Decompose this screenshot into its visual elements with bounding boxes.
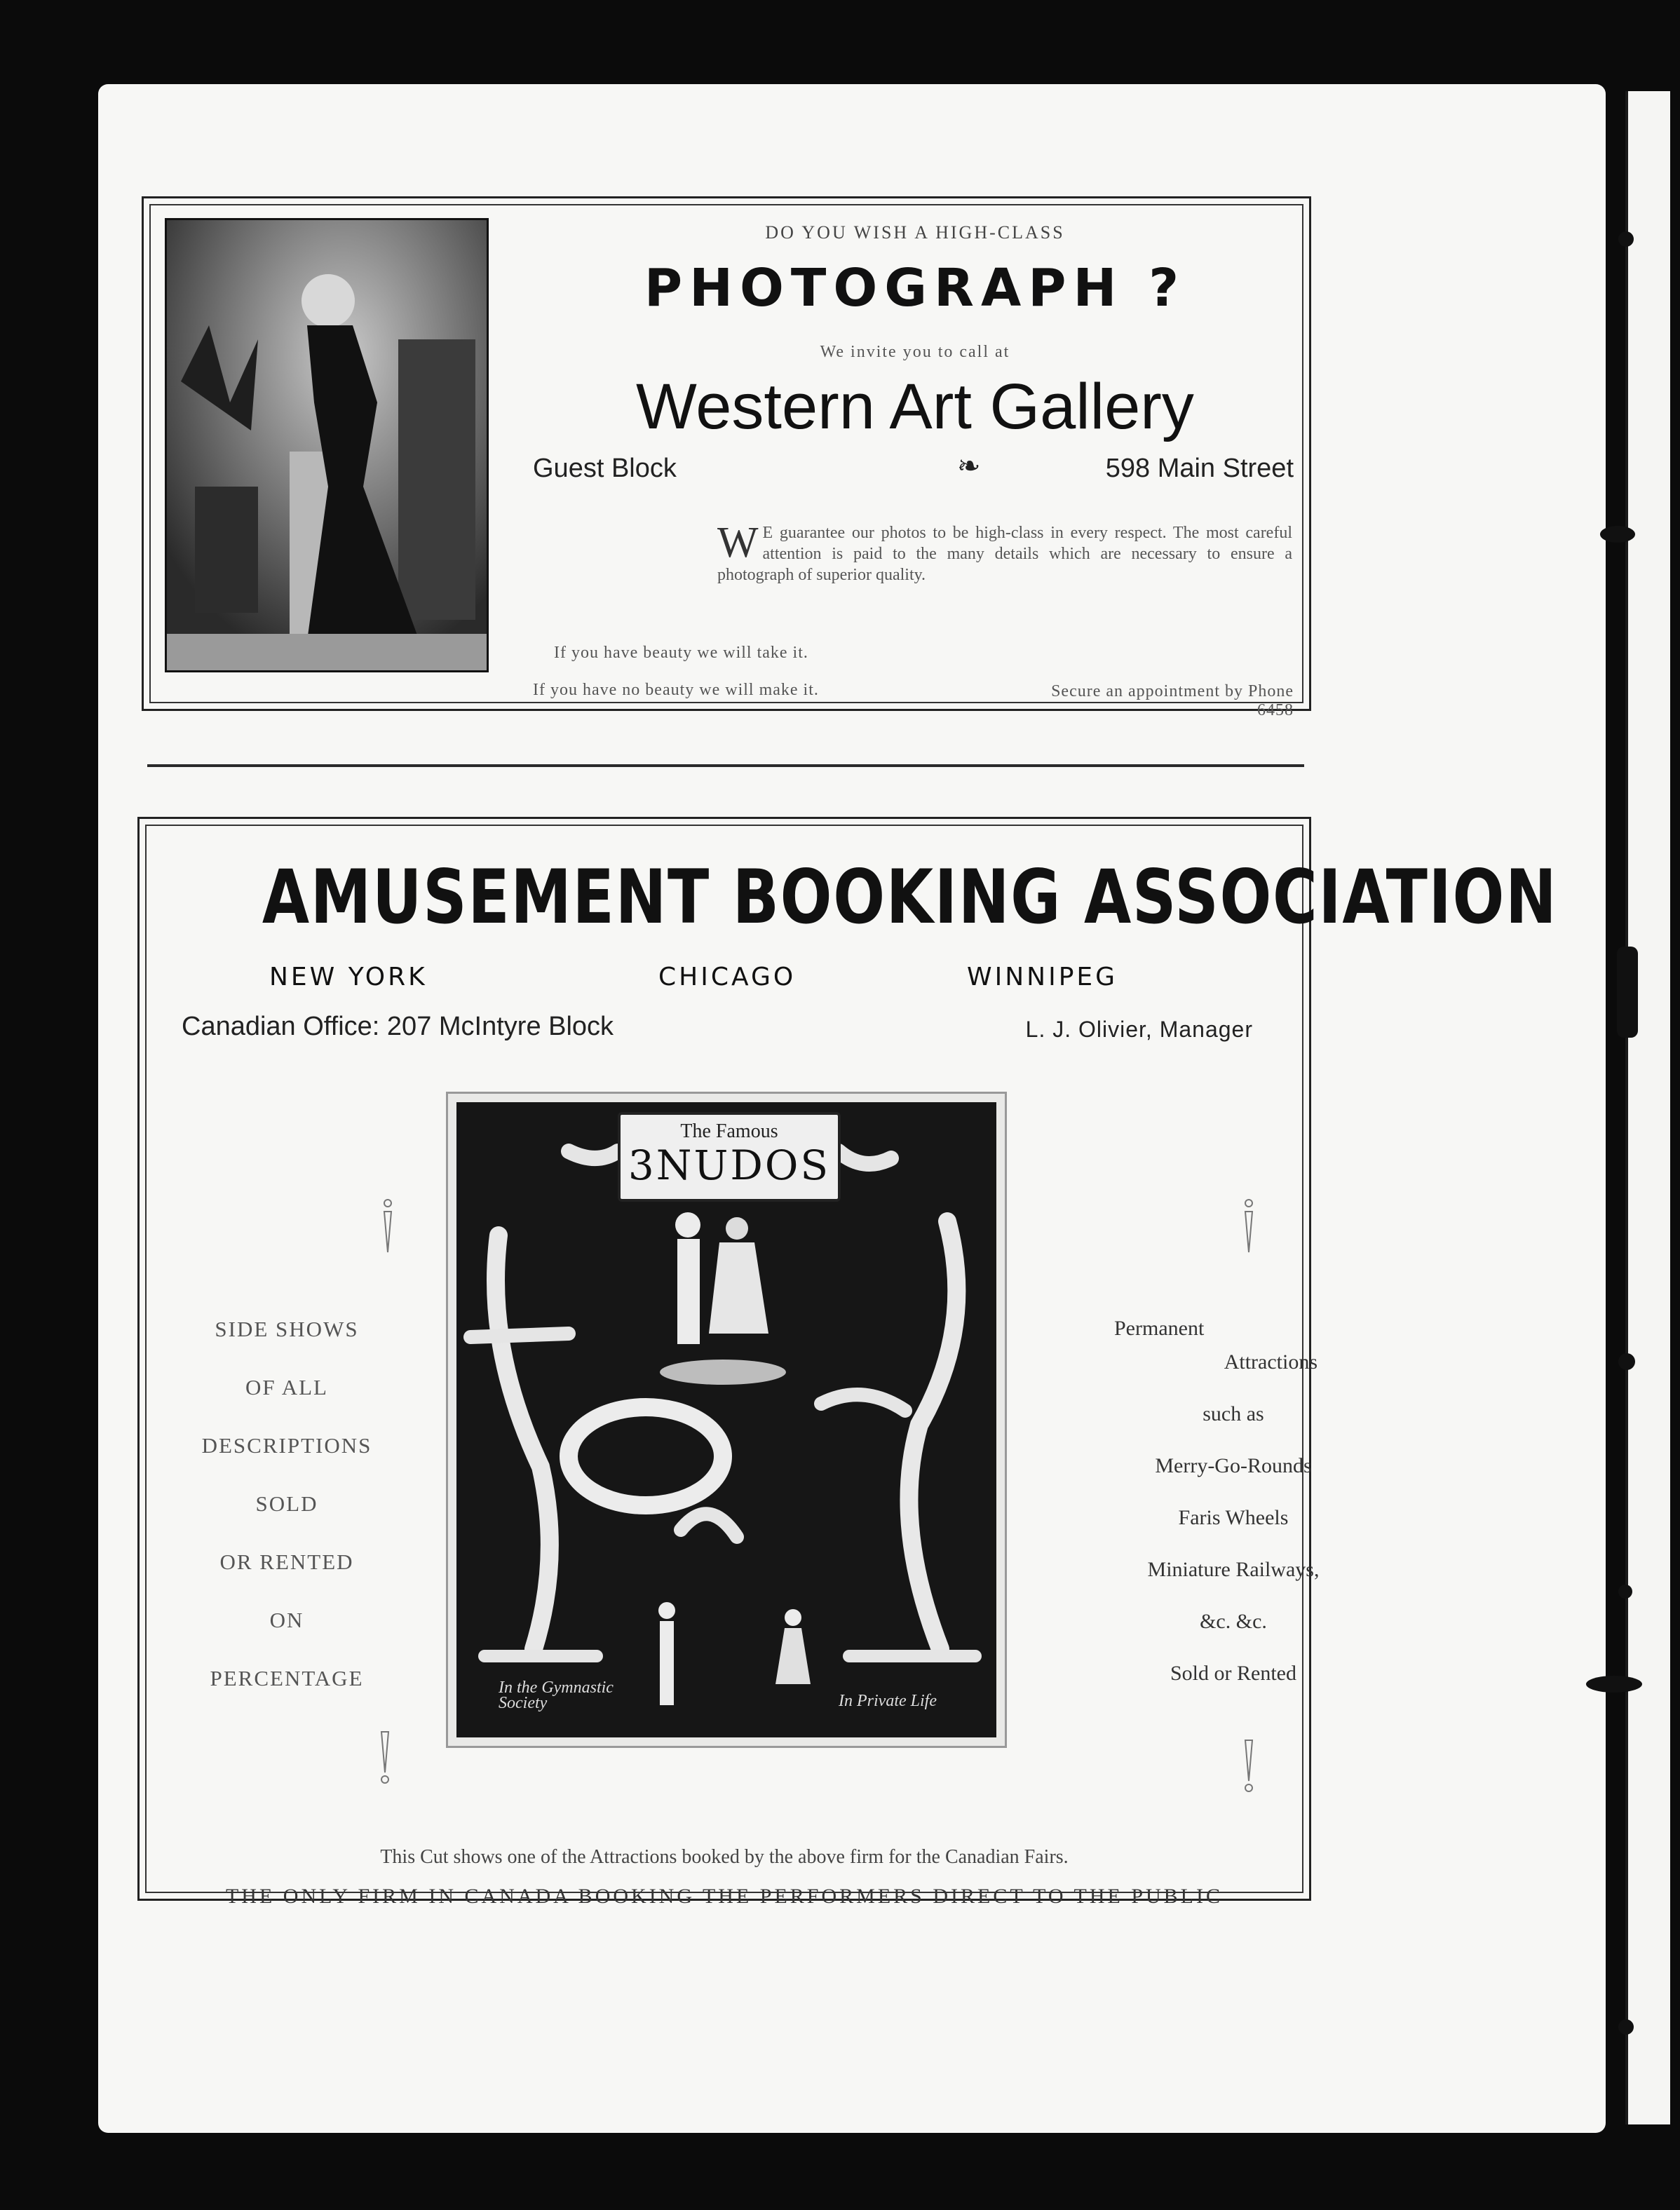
binding-mark (1617, 947, 1638, 1038)
left-list-item: ON (269, 1608, 304, 1632)
left-list-item: PERCENTAGE (210, 1666, 364, 1690)
binding-mark (1600, 526, 1635, 543)
right-list-item: &c. &c. (1200, 1610, 1267, 1633)
canadian-office: Canadian Office: 207 McIntyre Block (182, 1012, 614, 1041)
beauty-line-2: If you have no beauty we will make it. (533, 681, 819, 699)
banner-main-text: 3NUDOS (628, 1141, 831, 1189)
invite-line: We invite you to call at (820, 343, 1010, 361)
city-new-york: NEW YORK (269, 963, 428, 991)
facing-page-edge (1625, 91, 1670, 2124)
city-winnipeg: WINNIPEG (967, 963, 1118, 991)
appointment-line: Secure an appointment by Phone 6458 (1051, 682, 1294, 719)
right-attraction-list (1114, 1317, 1346, 1714)
headline: PHOTOGRAPH ? (644, 258, 1186, 318)
section-divider (147, 764, 1304, 767)
vase-ornament-icon (380, 1730, 390, 1787)
left-list-item: OR RENTED (219, 1550, 354, 1574)
binding-mark (1586, 1676, 1642, 1693)
booking-advertisement (137, 817, 1558, 1908)
right-list-item: Sold or Rented (1170, 1662, 1296, 1685)
studio-name: Western Art Gallery (636, 371, 1194, 442)
poster-caption-left: In the Gymnastic Society (499, 1679, 614, 1712)
vase-ornament-icon (1244, 1198, 1254, 1254)
guarantee-paragraph (717, 519, 1292, 585)
association-title: AMUSEMENT BOOKING ASSOCIATION (262, 854, 1558, 940)
guarantee-text: E guarantee our photos to be high-class in every respect. The most careful attention is paid to the many details which are necessary to ensure a photograph of superior quality. (717, 524, 1292, 584)
left-list-item: DESCRIPTIONS (201, 1433, 372, 1458)
right-list-item: such as (1203, 1402, 1264, 1425)
manager-line: L. J. Olivier, Manager (1025, 1017, 1253, 1042)
left-list-item: SIDE SHOWS (215, 1317, 359, 1341)
binding-mark (1618, 2019, 1634, 2035)
binding-mark (1618, 1353, 1635, 1370)
poster-caption-right: In Private Life (839, 1692, 937, 1710)
leaf-ornament-icon: ❧ (957, 450, 981, 482)
address-left: Guest Block (533, 454, 677, 483)
cut-note: This Cut shows one of the Attractions booked by the above firm for the Canadian Fairs. (380, 1846, 1069, 1868)
address-right: 598 Main Street (1105, 454, 1294, 483)
right-list-item: Miniature Railways, (1147, 1558, 1320, 1581)
only-firm-line: THE ONLY FIRM IN CANADA BOOKING THE PERFORMERS DIRECT TO THE PUBLIC (225, 1885, 1224, 1908)
vase-ornament-icon (383, 1198, 393, 1254)
left-list-item: SOLD (255, 1491, 318, 1516)
poster-banner (618, 1112, 841, 1202)
banner-top-text: The Famous (680, 1120, 778, 1142)
binding-mark (1618, 231, 1634, 247)
left-service-list (168, 1317, 406, 1724)
photograph-advertisement (142, 196, 1311, 719)
left-list-item: OF ALL (245, 1375, 328, 1399)
right-list-item: Permanent (1114, 1317, 1205, 1340)
right-list-item: Attractions (1224, 1350, 1317, 1374)
city-chicago: CHICAGO (658, 963, 797, 991)
right-list-item: Faris Wheels (1178, 1506, 1289, 1529)
kicker: DO YOU WISH A HIGH-CLASS (765, 222, 1065, 243)
poster-3nudos (448, 1094, 1005, 1746)
binding-mark (1618, 1585, 1632, 1599)
right-list-item: Merry-Go-Rounds (1155, 1454, 1312, 1477)
portrait-photo (165, 218, 489, 672)
drop-cap: W (717, 519, 759, 567)
vase-ornament-icon (1244, 1739, 1254, 1795)
beauty-line-1: If you have beauty we will take it. (554, 644, 808, 662)
